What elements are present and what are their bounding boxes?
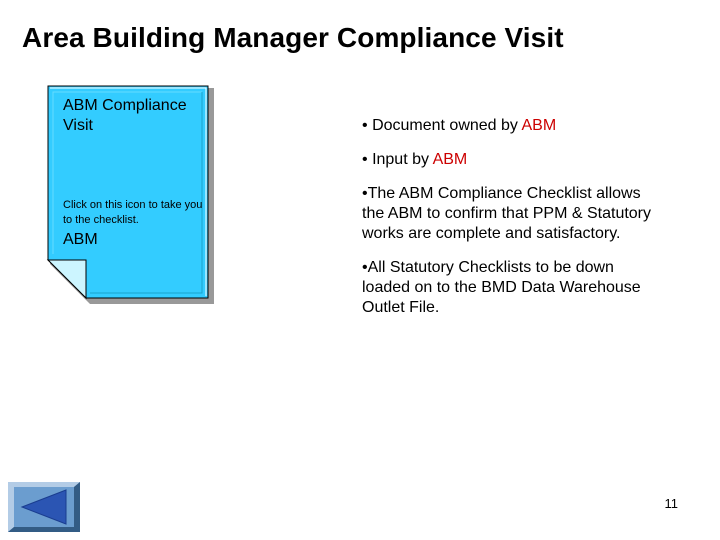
bullet-text: The ABM Compliance Checklist allows the ABM to confirm that PPM & Statutory works are complete and satisfactory. (362, 185, 652, 242)
bullet-marker: • (362, 117, 368, 134)
checklist-document-link[interactable] (46, 84, 216, 306)
back-arrow-icon (8, 482, 80, 532)
bullet-text: Input by (372, 151, 433, 168)
list-item (362, 150, 662, 170)
page-title: Area Building Manager Compliance Visit (22, 22, 564, 53)
page-number: 11 (664, 496, 678, 511)
list-item (362, 258, 662, 318)
document-icon-heading: ABM Compliance Visit (63, 97, 187, 134)
bullet-marker: • (362, 185, 368, 202)
bullet-highlight: ABM (521, 117, 557, 134)
document-icon-owner: ABM (63, 231, 98, 248)
bullet-text: Document owned by (372, 117, 522, 134)
back-button[interactable] (8, 482, 80, 532)
bullet-marker: • (362, 259, 368, 276)
list-item (362, 116, 662, 136)
bullet-highlight: ABM (432, 151, 468, 168)
bullet-text: All Statutory Checklists to be down loaded on to the BMD Data Warehouse Outlet File. (362, 259, 641, 316)
document-icon-hint: Click on this icon to take you to the checklist. (63, 199, 203, 226)
bullet-marker: • (362, 151, 368, 168)
list-item (362, 184, 662, 244)
bullet-list (362, 116, 662, 331)
